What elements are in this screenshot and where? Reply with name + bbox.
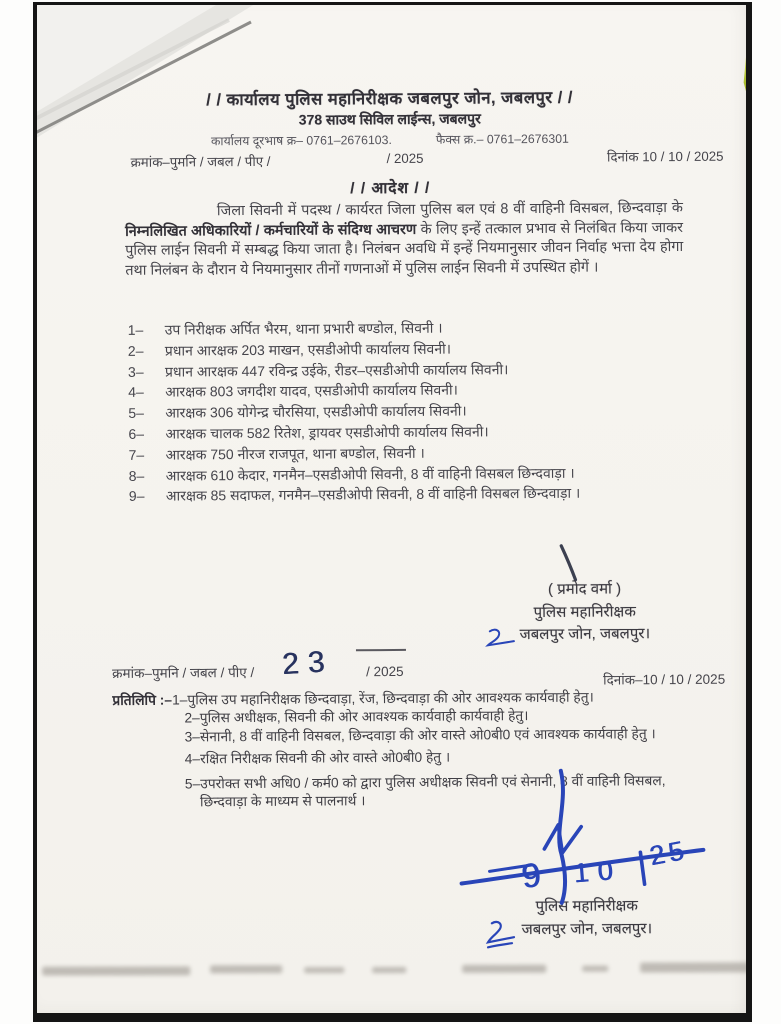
bleed-artifact	[42, 966, 190, 975]
list-item	[129, 482, 709, 507]
item-number: 8–	[128, 467, 145, 484]
signatory-designation: पुलिस महानिरीक्षक	[535, 897, 638, 916]
dispatch-date: दिनांक–10 / 10 / 2025	[603, 671, 726, 688]
ink-initial-mark	[482, 917, 518, 957]
bleed-artifact	[462, 965, 546, 973]
item-text: आरक्षक 610 केदार, गनमैन–एसडीओपी सिवनी, 8 वीं वाहिनी विसबल छिन्दवाड़ा ।	[165, 464, 575, 484]
reference-number-prefix: क्रमांक–पुमनि / जबल / पीए /	[130, 153, 271, 170]
ink-initial-mark	[484, 625, 518, 651]
item-number: 1–	[127, 321, 144, 338]
copy-item: 1–पुलिस उप महानिरीक्षक छिन्दवाड़ा, रेंज, छिन्दवाड़ा की ओर आवश्यक कार्यवाही हेतु।	[171, 689, 594, 708]
handwritten-signature	[395, 758, 726, 920]
copy-item: 5–उपरोक्त सभी अधि0 / कर्म0 को द्वारा पुलिस अधीक्षक सिवनी एवं सेनानी, 8 वीं वाहिनी विसबल, छिन्दवाड़ा के माध्यम से पालनार्थ ।	[184, 772, 666, 810]
item-text: उप निरीक्षक अर्पित भैरम, थाना प्रभारी बण्डोल, सिवनी ।	[164, 319, 443, 338]
item-text: आरक्षक 750 नीरज राजपूत, थाना बण्डोल, सिवनी ।	[165, 444, 425, 463]
suspended-officers-list	[128, 316, 709, 507]
signatory-place: जबलपुर जोन, जबलपुर।	[519, 625, 651, 644]
item-text: आरक्षक 85 सदाफल, गनमैन–एसडीओपी सिवनी, 8 वीं वाहिनी विसबल छिन्दवाड़ा ।	[165, 485, 581, 504]
signatory-designation: पुलिस महानिरीक्षक	[533, 602, 636, 621]
item-text: आरक्षक 306 योगेन्द्र चौरसिया, एसडीओपी कार्यालय सिवनी।	[165, 402, 467, 421]
signatory-name: ( प्रमोद वर्मा )	[547, 580, 622, 598]
signature-pen-stroke	[553, 543, 583, 583]
bleed-artifact	[210, 965, 282, 973]
item-number: 5–	[128, 404, 144, 422]
handwritten-day: 9	[519, 856, 543, 896]
reference-row	[33, 148, 750, 173]
item-text: आरक्षक 803 जगदीश यादव, एसडीओपी कार्यालय सिवनी।	[165, 381, 458, 400]
copy-item: 4–रक्षित निरीक्षक सिवनी की ओर वास्ते ओ0बी0 हेतु ।	[184, 749, 451, 767]
item-text: प्रधान आरक्षक 447 रविन्द्र उईके, रीडर–एसडीओपी कार्यालय सिवनी।	[164, 360, 509, 380]
order-body-paragraph	[125, 199, 684, 281]
copy-item: 3–सेनानी, 8 वीं वाहिनी विसबल, छिन्दवाड़ा की ओर वास्ते ओ0बी0 एवं आवश्यक कार्यवाही हेतु ।	[184, 725, 656, 745]
bleed-artifact	[304, 967, 344, 973]
item-number: 3–	[127, 363, 144, 380]
reference-number-prefix: क्रमांक–पुमनि / जबल / पीए /	[112, 664, 255, 681]
handwritten-month: 10	[572, 854, 623, 889]
item-text: प्रधान आरक्षक 203 माखन, एसडीओपी कार्यालय सिवनी।	[164, 340, 452, 359]
phone-number: कार्यालय दूरभाष क्र– 0761–2676103.	[210, 132, 392, 149]
paragraph-bold-phrase: निम्नलिखित अधिकारियों / कर्मचारियों के संदिग्ध आचरण	[124, 221, 417, 240]
paragraph-lead: जिला सिवनी में पदस्थ / कार्यरत जिला पुलिस बल एवं 8 वीं वाहिनी विसबल, छिन्दवाड़ा के	[216, 199, 683, 220]
blank-rule	[356, 649, 406, 651]
paper-page	[33, 2, 752, 1022]
item-number: 6–	[128, 425, 145, 442]
bleed-artifact	[582, 966, 608, 972]
order-heading: / / आदेश / /	[350, 179, 431, 198]
item-number: 4–	[128, 384, 144, 401]
copy-item: 2–पुलिस अधीक्षक, सिवनी की ओर आवश्यक कार्यवाही कार्यवाही हेतु।	[184, 708, 529, 726]
item-number: 7–	[128, 446, 145, 463]
handwritten-year: 25	[646, 834, 690, 872]
reference-year: / 2025	[366, 663, 404, 680]
handwritten-dispatch-number: 23	[281, 645, 335, 682]
order-date: दिनांक 10 / 10 / 2025	[606, 148, 724, 165]
item-text: आरक्षक चालक 582 रितेश, ड्रायवर एसडीओपी कार्यालय सिवनी।	[165, 423, 489, 442]
office-title: / / कार्यालय पुलिस महानिरीक्षक जबलपुर जोन, जबलपुर / /	[206, 88, 574, 110]
paragraph-rest: के लिए इन्हें तत्काल प्रभाव से निलंबित किया जाकर पुलिस लाईन सिवनी में सम्बद्ध किया जाता है। निलंबन अवधि में इन्हें नियमानुसार जीवन निर्वाह भत्ता देय होगा तथा निलंबन के दौरान ये नियमानुसार तीनों गणनाओं में पुलिस लाईन सिवनी में उपस्थित होगें ।	[125, 219, 684, 279]
copies-label: प्रतिलिपि :–	[112, 692, 173, 708]
item-number: 9–	[128, 488, 145, 505]
item-number: 2–	[127, 342, 144, 359]
fax-number: फैक्स क्र.– 0761–2676301	[435, 131, 569, 147]
bleed-artifact	[640, 962, 750, 972]
office-address: 378 साउथ सिविल लाईन्स, जबलपुर	[298, 110, 481, 128]
bleed-through-artifact	[42, 959, 750, 978]
bleed-artifact	[372, 967, 406, 973]
signatory-place: जबलपुर जोन, जबलपुर।	[521, 919, 653, 938]
reference-year: / 2025	[386, 150, 424, 167]
